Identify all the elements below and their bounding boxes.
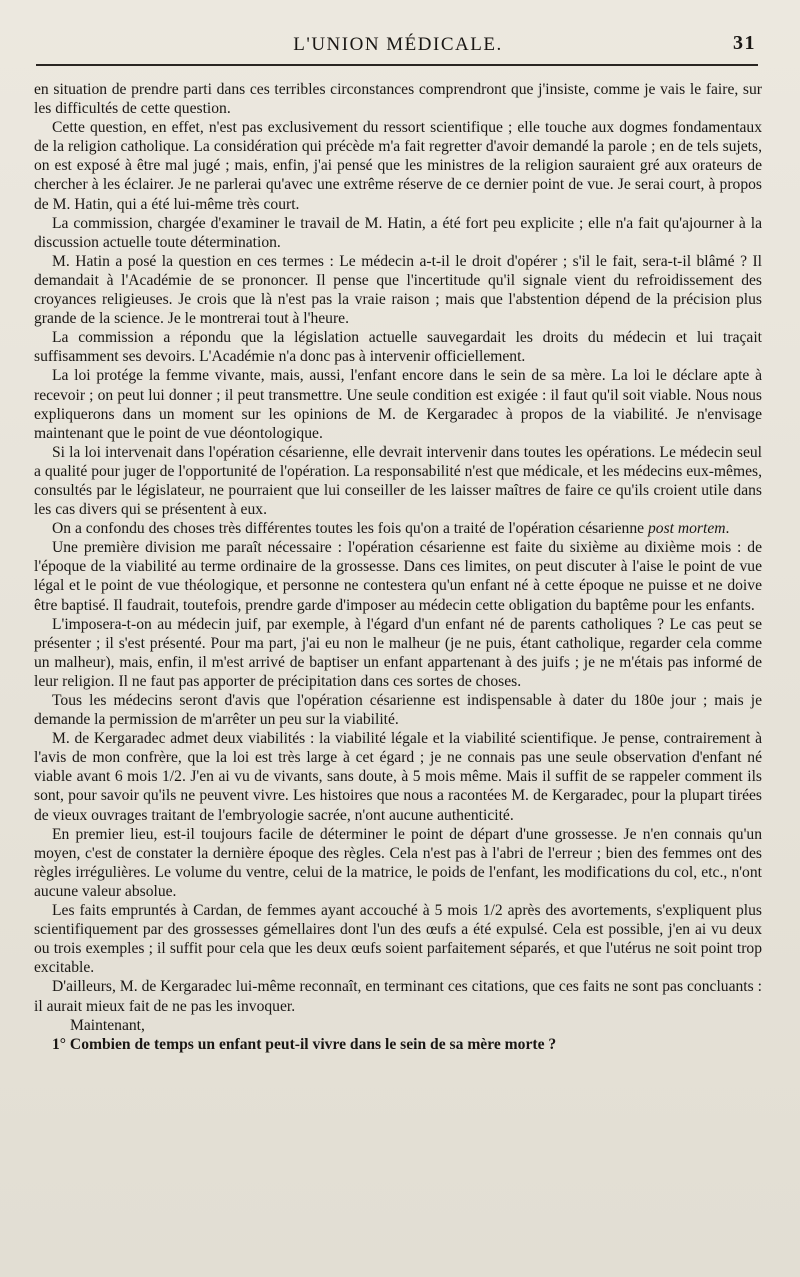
paragraph: En premier lieu, est-il toujours facile de déterminer le point de départ d'une grossesse. Je n'en connais qu'un moyen, c'est de constater la dernière époque des règles. Cela n'est pas à l'abri de l'erreur ; bien des femmes ont des règles irrégulières. Le volume du ventre, celui de la matrice, le poids de l'enfant, les modifications du col, etc., n'ont aucune valeur absolue. [34, 825, 762, 900]
paragraph: L'imposera-t-on au médecin juif, par exemple, à l'égard d'un enfant né de parents catholiques ? Le cas peut se présenter ; il s'est présenté. Pour ma part, j'ai eu non le malheur (je ne puis, étant catholique, regarder cela comme un malheur), mais, enfin, il m'est arrivé de baptiser un enfant appartenant à des juifs ; je ne m'étais pas informé de leur religion. Il ne faut pas apporter de précipitation dans ces sortes de choses. [34, 615, 762, 690]
header-rule [36, 64, 758, 66]
paragraph [34, 519, 762, 538]
paragraph-end: . [725, 520, 730, 538]
paragraph-text: On a confondu des choses très différentes toutes les fois qu'on a traité de l'opération césarienne [52, 520, 645, 538]
numbered-question: 1° Combien de temps un enfant peut-il vivre dans le sein de sa mère morte ? [52, 1035, 557, 1053]
paragraph: Si la loi intervenait dans l'opération césarienne, elle devrait intervenir dans toutes les opérations. Le médecin seul a qualité pour juger de l'opportunité de l'opération. La responsabilité n'est que médicale, et les médecins eux-mêmes, consultés par le législateur, ne pourraient que lui conseiller de les laisser maîtres de faire ce qu'ils croient utile dans les cas divers qui se présentent à eux. [34, 443, 762, 519]
paragraph: La loi protége la femme vivante, mais, aussi, l'enfant encore dans le sein de sa mère. La loi le déclare apte à recevoir ; on peut lui donner ; il peut transmettre. Une seule condition est exigée : il faut qu'il soit viable. Nous nous expliquerons dans un moment sur les opinions de M. de Kergaradec à propos de la viabilité. Je n'envisage maintenant que le point de vue déontologique. [34, 367, 762, 442]
paragraph: La commission, chargée d'examiner le travail de M. Hatin, a été fort peu explicite ; elle n'a fait qu'ajourner à la discussion actuelle toute détermination. [34, 214, 762, 251]
paragraph: Maintenant, [70, 1016, 145, 1034]
paragraph: Tous les médecins seront d'avis que l'opération césarienne est indispensable à dater du 180e jour ; mais je demande la permission de m'arrêter un peu sur la viabilité. [34, 692, 762, 729]
paragraph: M. Hatin a posé la question en ces termes : Le médecin a-t-il le droit d'opérer ; s'il le fait, sera-t-il blâmé ? Il demandait à l'Académie de se prononcer. Il pense que l'incertitude qu'il signale vient du refroidissement des croyances religieuses. Je crois que là n'est pas la vraie raison ; mais que l'abstention dépend de la précision plus grande de la science. Je le montrerai tout à l'heure. [34, 252, 762, 328]
running-header [34, 30, 762, 58]
italic-phrase: post mortem [647, 520, 726, 538]
paragraph: D'ailleurs, M. de Kergaradec lui-même reconnaît, en terminant ces citations, que ces faits ne sont pas concluants : il aurait mieux fait de ne pas les invoquer. [34, 978, 762, 1015]
paragraph: Les faits empruntés à Cardan, de femmes ayant accouché à 5 mois 1/2 après des avortements, s'expliquent plus scientifiquement par des grossesses gémellaires dont l'un des œufs a été expulsé. Cela est possible, j'en ai vu deux ou trois exemples ; il suffit pour cela que les deux œufs soient parfaitement séparés, et que l'utérus ne soit point trop excitable. [34, 902, 762, 977]
paragraph: Une première division me paraît nécessaire : l'opération césarienne est faite du sixième au dixième mois : de l'époque de la viabilité au terme ordinaire de la grossesse. Dans ces limites, on peut discuter à l'aise le point de vue légal et le point de vue théologique, et personne ne contestera qu'un enfant né à cette époque ne puisse et ne doive être baptisé. Il faudrait, toutefois, prendre garde d'imposer au médecin cette obligation du baptême pour les enfants. [34, 539, 762, 614]
article-body [34, 80, 762, 1054]
paragraph: La commission a répondu que la législation actuelle sauvegardait les droits du médecin et lui traçait suffisamment ses devoirs. L'Académie n'a donc pas à intervenir officiellement. [34, 329, 762, 366]
journal-title: L'UNION MÉDICALE. [293, 34, 503, 55]
paragraph: Cette question, en effet, n'est pas exclusivement du ressort scientifique ; elle touche aux dogmes fondamentaux de la religion catholique. La considération qui précède m'a fait regretter d'avoir demandé la parole ; en de tels sujets, on est exposé à être mal jugé ; mais, enfin, j'ai pensé que les ministres de la religion sauraient gré aux orateurs de chercher à les éclairer. Je ne parlerai qu'avec une extrême réserve de ce dernier point de vue. Je serai court, à propos de M. Hatin, qui a été lui-même très court. [34, 119, 762, 213]
page-number: 31 [733, 32, 756, 54]
paragraph: M. de Kergaradec admet deux viabilités : la viabilité légale et la viabilité scientifique. Je pense, contrairement à l'avis de mon confrère, que la loi est très large à cet égard ; je ne connais pas une seule observation d'enfant né viable avant 6 mois 1/2. J'en ai vu de vivants, sans doute, à 5 mois même. Mais il suffit de se rappeler comment ils sont, pour savoir qu'ils ne peuvent vivre. Les histoires que nous a racontées M. de Kergaradec, pour la plupart tirées de vieux ouvrages traitant de l'embryologie sacrée, n'ont aucune authenticité. [34, 730, 762, 824]
paragraph: en situation de prendre parti dans ces terribles circonstances comprendront que j'insiste, comme je vais le faire, sur les difficultés de cette question. [34, 81, 762, 118]
